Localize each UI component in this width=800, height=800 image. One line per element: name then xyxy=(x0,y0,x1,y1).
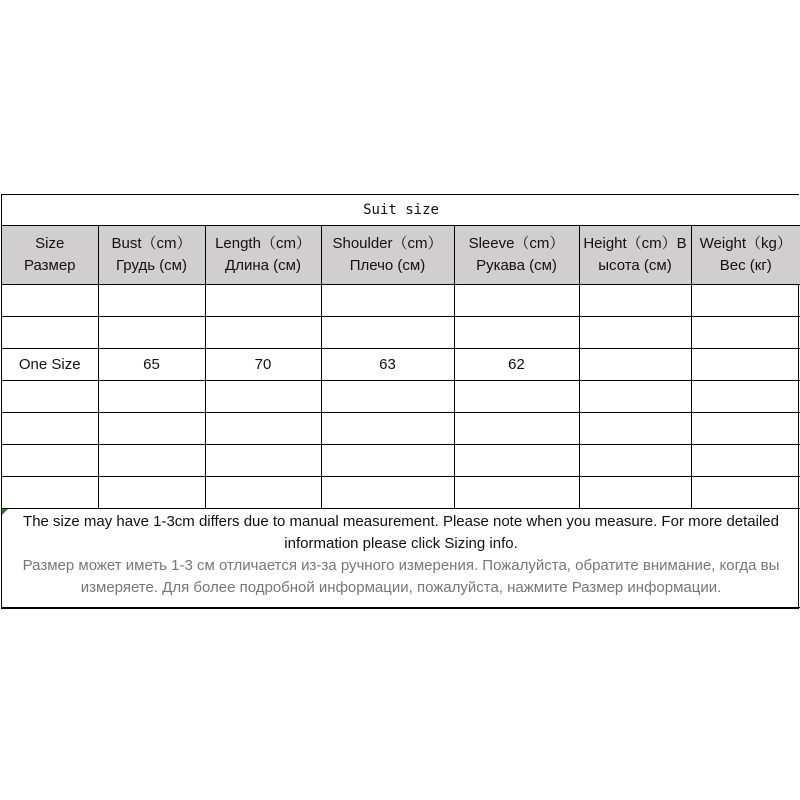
size-table xyxy=(2,195,800,608)
table-cell xyxy=(691,285,800,317)
header-label-ru: Грудь (см) xyxy=(116,257,187,274)
header-label-ru: Размер xyxy=(23,257,76,274)
header-bust xyxy=(98,226,205,285)
table-cell xyxy=(2,477,98,509)
table-cell xyxy=(98,413,205,445)
table-cell xyxy=(321,477,454,509)
table-row xyxy=(2,381,800,413)
table-cell xyxy=(579,413,691,445)
table-cell xyxy=(205,413,321,445)
table-cell xyxy=(205,285,321,317)
table-cell xyxy=(579,445,691,477)
header-shoulder xyxy=(321,226,454,285)
table-cell xyxy=(205,477,321,509)
table-cell xyxy=(454,477,579,509)
table-cell xyxy=(321,413,454,445)
size-chart xyxy=(1,194,799,609)
table-cell xyxy=(2,381,98,413)
header-label-en: Bust（cm） xyxy=(111,235,192,252)
table-cell xyxy=(454,413,579,445)
table-cell xyxy=(98,317,205,349)
table-cell xyxy=(454,285,579,317)
header-label-ru: Плечо (см) xyxy=(349,257,426,274)
table-cell xyxy=(691,381,800,413)
title-row xyxy=(2,195,800,226)
header-label-ru: Длина (см) xyxy=(225,257,301,274)
measurement-note xyxy=(2,509,800,608)
table-cell xyxy=(579,317,691,349)
header-label-en: Sleeve（cm） xyxy=(468,235,565,252)
cell-corner-marker xyxy=(2,509,8,515)
header-label-en: Size xyxy=(35,235,65,252)
table-cell xyxy=(321,317,454,349)
table-cell xyxy=(2,285,98,317)
table-cell xyxy=(579,285,691,317)
header-height xyxy=(579,226,691,285)
note-english: The size may have 1-3cm differs due to manual measurement. Please note when you measure. For more detailed information please click Sizing info. xyxy=(23,513,779,552)
table-cell xyxy=(579,477,691,509)
table-cell: 63 xyxy=(321,349,454,381)
table-cell xyxy=(98,285,205,317)
header-label-ru: Рукава (см) xyxy=(476,257,557,274)
table-cell xyxy=(2,413,98,445)
header-sleeve xyxy=(454,226,579,285)
table-cell xyxy=(691,349,800,381)
table-cell xyxy=(205,445,321,477)
table-cell xyxy=(98,445,205,477)
table-cell xyxy=(205,317,321,349)
table-cell xyxy=(454,317,579,349)
table-cell xyxy=(2,445,98,477)
header-label-en: Length（cm） xyxy=(215,235,311,252)
table-row xyxy=(2,317,800,349)
table-cell: 70 xyxy=(205,349,321,381)
table-cell xyxy=(691,477,800,509)
table-cell: 65 xyxy=(98,349,205,381)
table-cell xyxy=(321,445,454,477)
table-title: Suit size xyxy=(2,195,800,226)
table-cell xyxy=(321,285,454,317)
table-cell xyxy=(691,317,800,349)
table-cell xyxy=(579,349,691,381)
table-cell xyxy=(205,381,321,413)
table-cell xyxy=(98,477,205,509)
header-label-ru: ысота (см) xyxy=(598,257,672,274)
header-size xyxy=(2,226,98,285)
table-cell: 62 xyxy=(454,349,579,381)
table-cell xyxy=(454,381,579,413)
header-label-en: Weight（kg） xyxy=(699,235,792,252)
table-row xyxy=(2,445,800,477)
header-length xyxy=(205,226,321,285)
table-cell xyxy=(691,445,800,477)
table-cell xyxy=(98,381,205,413)
table-cell xyxy=(321,381,454,413)
table-row xyxy=(2,477,800,509)
table-cell: One Size xyxy=(2,349,98,381)
header-label-en: Height（cm）В xyxy=(583,235,687,252)
note-russian: Размер может иметь 1-3 см отличается из-за ручного измерения. Пожалуйста, обратите внимание, когда вы измеряете. Для более подробной информации, пожалуйста, нажмите Размер информации. xyxy=(22,557,780,596)
header-label-en: Shoulder（cm） xyxy=(332,235,443,252)
table-cell xyxy=(2,317,98,349)
table-cell xyxy=(579,381,691,413)
header-row xyxy=(2,226,800,285)
header-label-ru: Вес (кг) xyxy=(719,257,772,274)
table-cell xyxy=(454,445,579,477)
note-row xyxy=(2,509,800,608)
table-row xyxy=(2,349,800,381)
header-weight xyxy=(691,226,800,285)
table-row xyxy=(2,285,800,317)
table-cell xyxy=(691,413,800,445)
table-row xyxy=(2,413,800,445)
